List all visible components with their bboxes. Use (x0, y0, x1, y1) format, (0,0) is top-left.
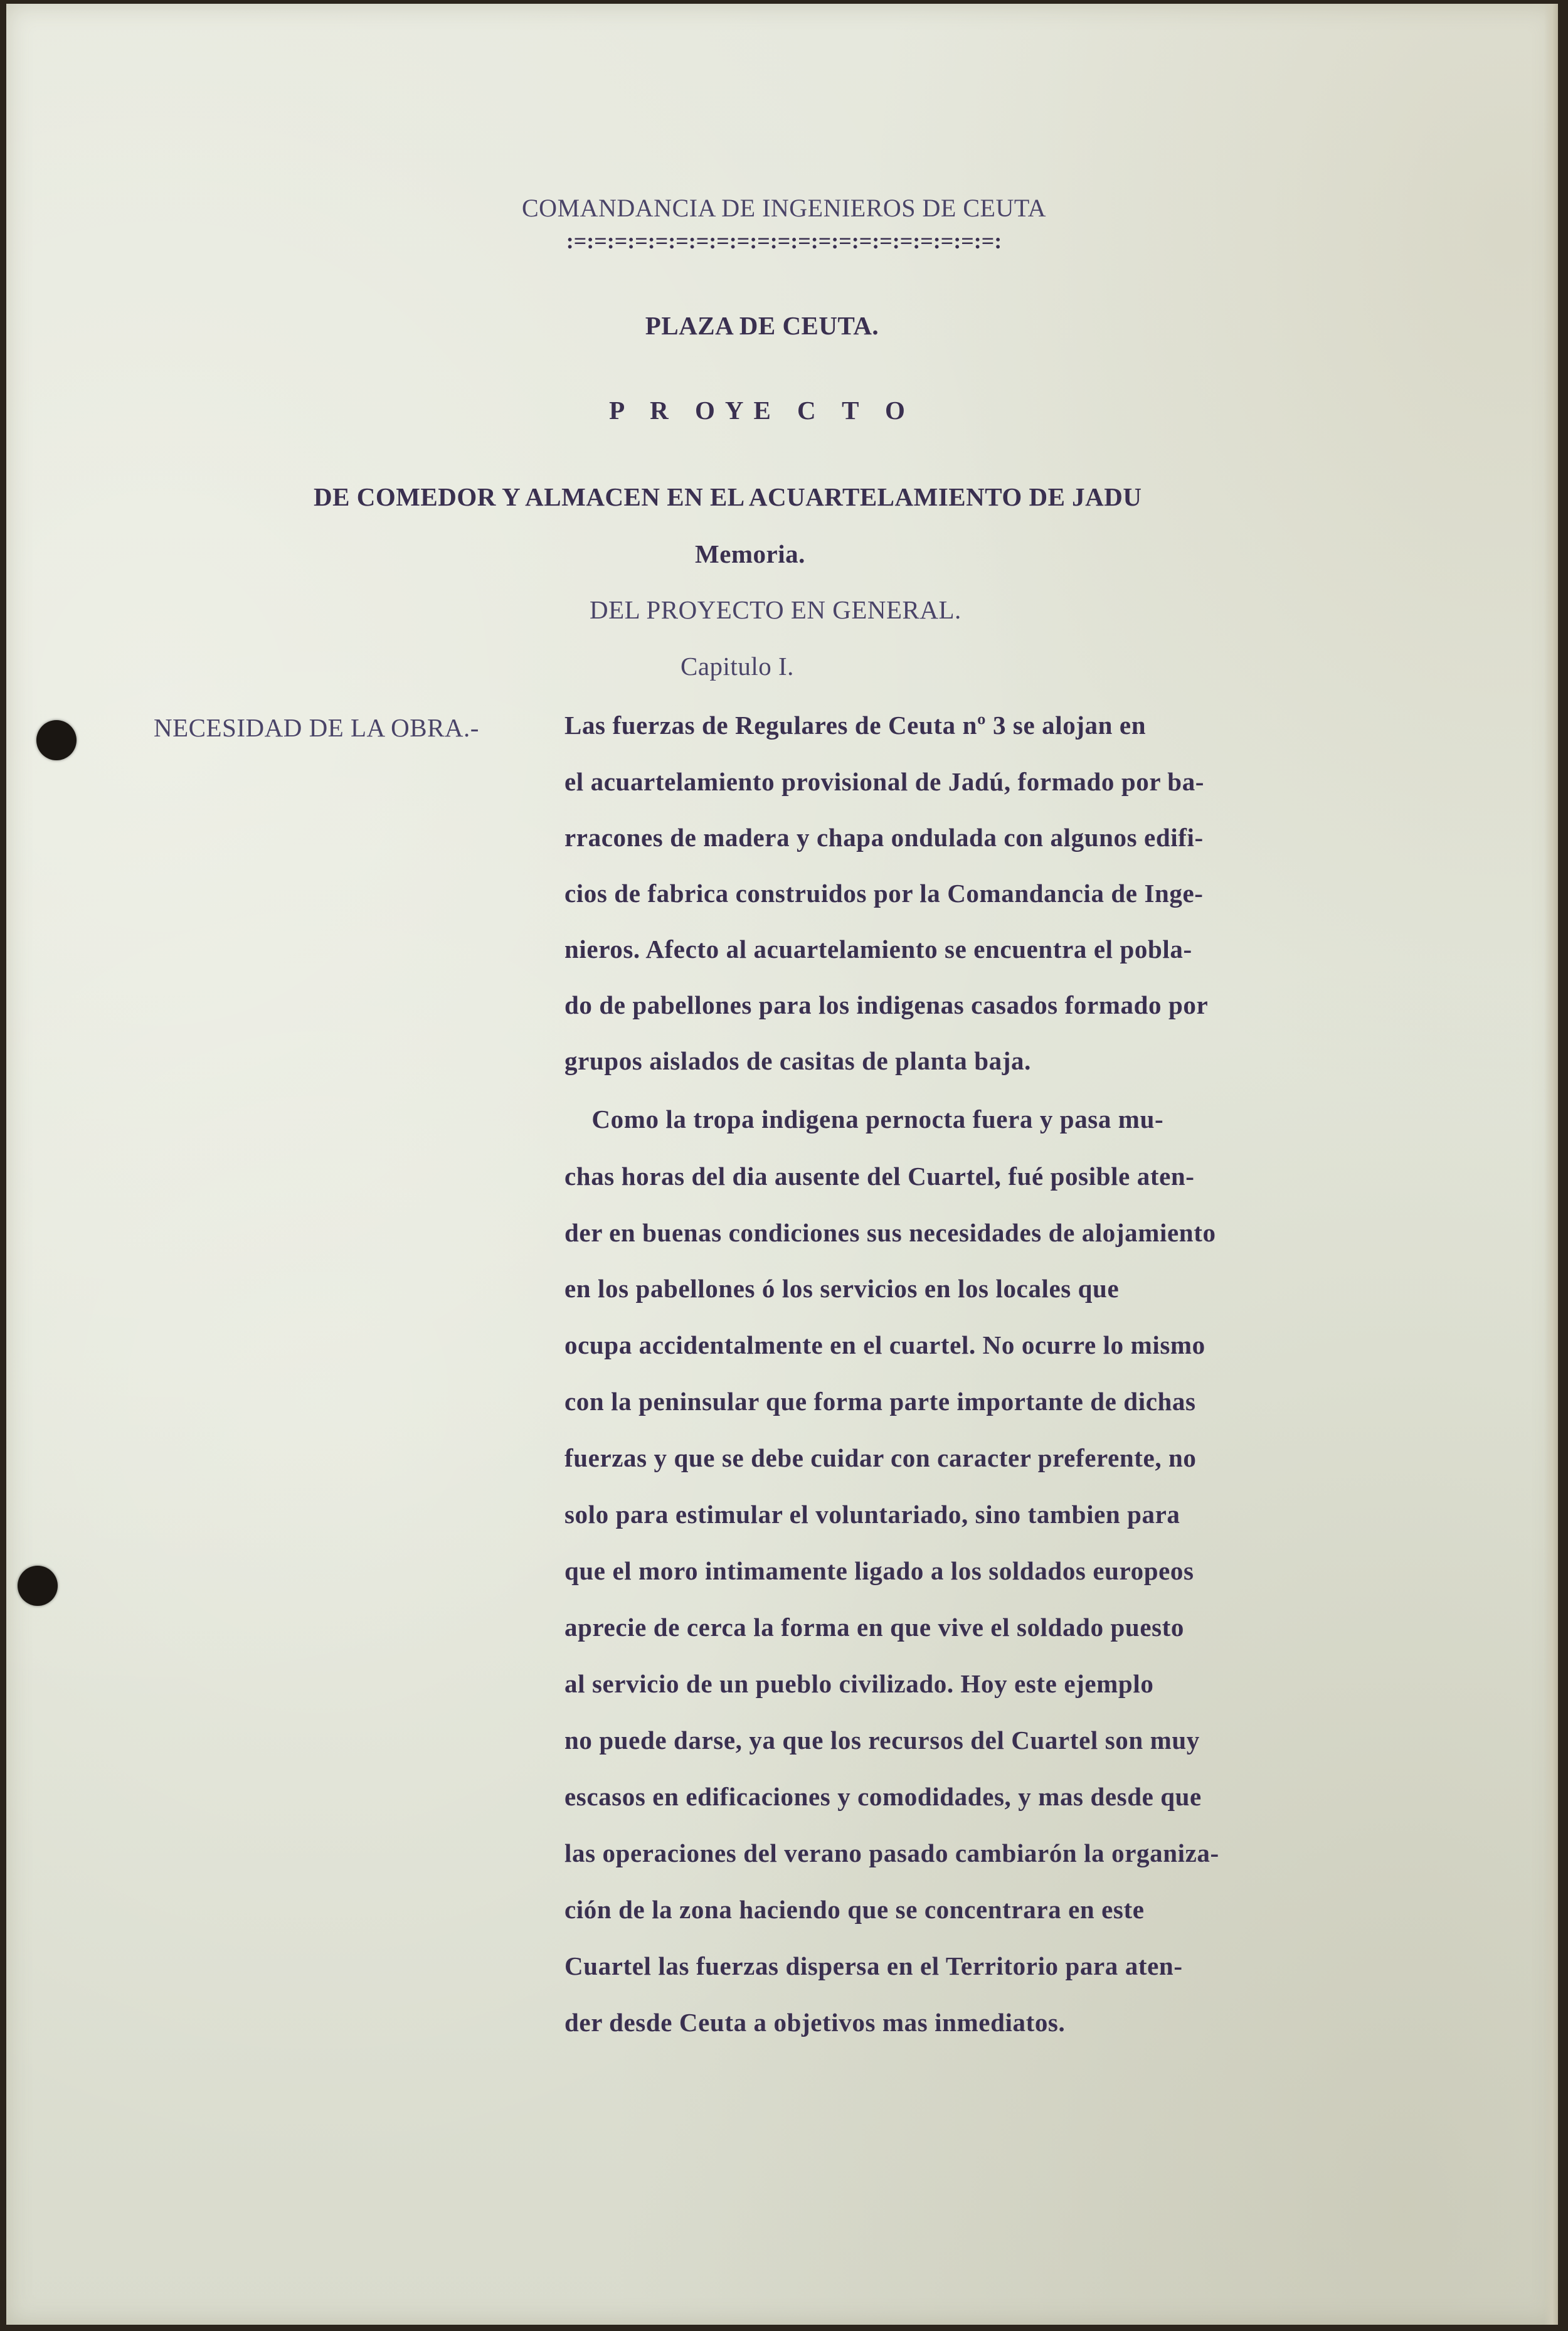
page-edge (1544, 4, 1558, 2325)
text-line: Cuartel las fuerzas dispersa en el Territorio para aten- (564, 1951, 1183, 1980)
text-line: ción de la zona haciendo que se concentrara en este (564, 1895, 1145, 1924)
text-line: aprecie de cerca la forma en que vive el soldado puesto (564, 1613, 1185, 1642)
text-line: al servicio de un pueblo civilizado. Hoy este ejemplo (564, 1669, 1154, 1698)
section-label: NECESIDAD DE LA OBRA.- (154, 713, 479, 742)
general-project-heading: DEL PROYECTO EN GENERAL. (590, 595, 961, 624)
text-line: no puede darse, ya que los recursos del Cuartel son muy (564, 1726, 1200, 1755)
text-line: escasos en edificaciones y comodidades, y mas desde que (564, 1782, 1202, 1811)
punch-hole (36, 720, 77, 760)
proyecto-heading: P R OYE C T O (609, 396, 915, 425)
heading-separator: :=:=:=:=:=:=:=:=:=:=:=:=:=:=:=:=:=:=:=:=:=: (566, 228, 1002, 253)
text-line: fuerzas y que se debe cuidar con caracter preferente, no (564, 1443, 1197, 1472)
punch-hole (18, 1566, 58, 1606)
text-line: do de pabellones para los indigenas casados formado por (564, 990, 1209, 1019)
text-line: las operaciones del verano pasado cambiarón la organiza- (564, 1839, 1219, 1867)
text-line: Como la tropa indigena pernocta fuera y pasa mu- (564, 1105, 1164, 1134)
text-line: con la peninsular que forma parte importante de dichas (564, 1387, 1196, 1416)
text-line: que el moro intimamente ligado a los soldados europeos (564, 1556, 1194, 1585)
text-line: solo para estimular el voluntariado, sino tambien para (564, 1500, 1180, 1529)
institution-heading: COMANDANCIA DE INGENIEROS DE CEUTA (522, 194, 1046, 222)
text-line: nieros. Afecto al acuartelamiento se encuentra el pobla- (564, 935, 1192, 964)
text-line: rracones de madera y chapa ondulada con algunos edifi- (564, 823, 1204, 852)
memoria-heading: Memoria. (695, 539, 805, 568)
text-line: cios de fabrica construidos por la Comandancia de Inge- (564, 879, 1204, 908)
text-line: el acuartelamiento provisional de Jadú, formado por ba- (564, 767, 1205, 796)
text-line: chas horas del dia ausente del Cuartel, fué posible aten- (564, 1162, 1195, 1191)
project-title: DE COMEDOR Y ALMACEN EN EL ACUARTELAMIENTO DE JADU (314, 482, 1142, 511)
plaza-heading: PLAZA DE CEUTA. (645, 311, 879, 340)
text-line: der desde Ceuta a objetivos mas inmediatos. (564, 2008, 1066, 2037)
text-line: Las fuerzas de Regulares de Ceuta nº 3 se alojan en (564, 711, 1147, 740)
text-line: der en buenas condiciones sus necesidades de alojamiento (564, 1218, 1216, 1247)
text-line: en los pabellones ó los servicios en los locales que (564, 1274, 1120, 1303)
chapter-heading: Capitulo I. (681, 652, 794, 681)
text-line: grupos aislados de casitas de planta baja. (564, 1046, 1031, 1075)
text-line: ocupa accidentalmente en el cuartel. No ocurre lo mismo (564, 1330, 1205, 1359)
